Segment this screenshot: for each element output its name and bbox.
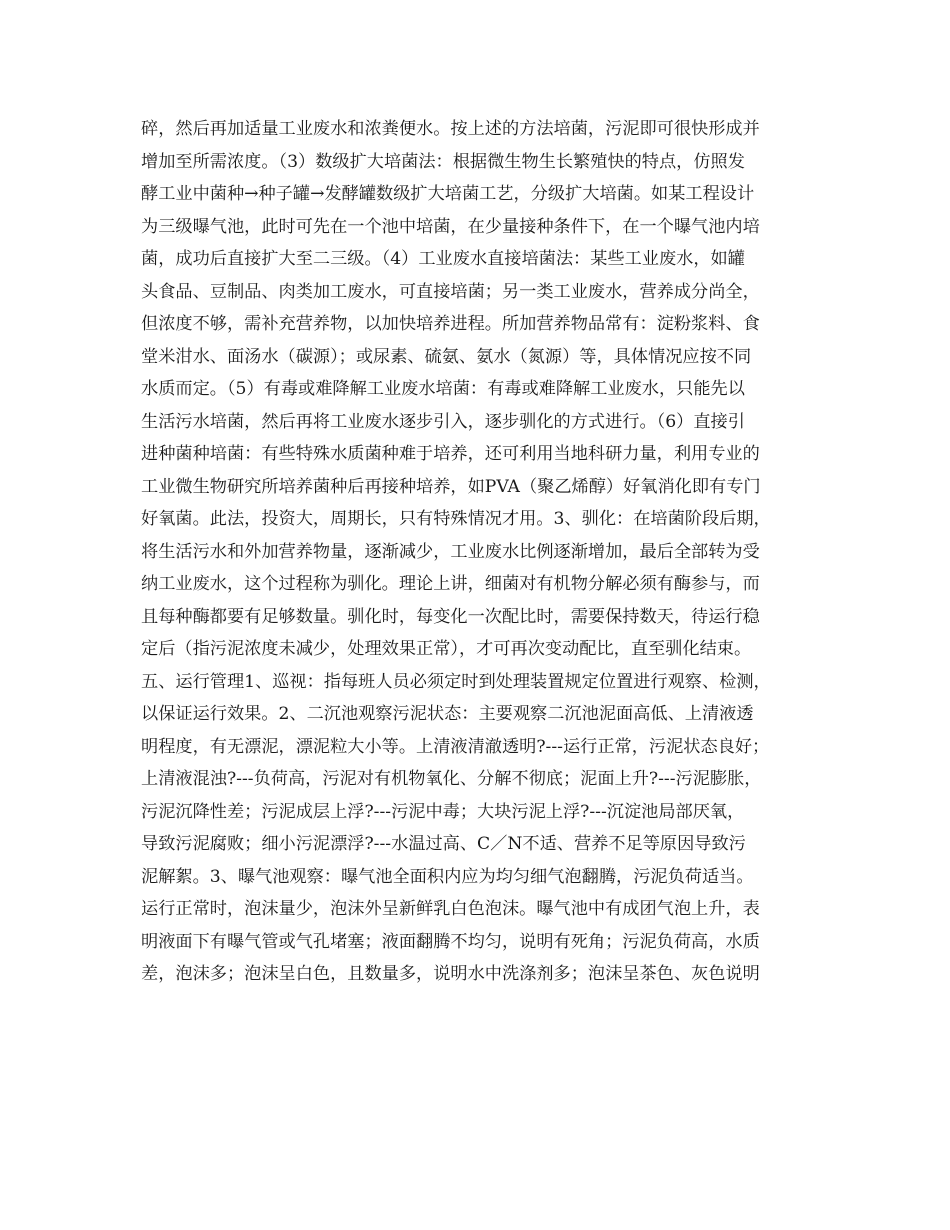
text-line: 堂米泔水、面汤水（碳源）；或尿素、硫氨、氨水（氮源）等，具体情况应按不同 (141, 346, 752, 367)
text-line: 上清液混浊?---负荷高，污泥对有机物氧化、分解不彻底；泥面上升?---污泥膨胀， (141, 769, 762, 789)
text-line: 碎，然后再加适量工业废水和浓粪便水。按上述的方法培菌，污泥即可很快形成并 (141, 119, 760, 139)
text-line: 五、运行管理1、巡视：指每班人员必须定时到处理装置规定位置进行观察、检测， (141, 671, 771, 692)
text-line: 差，泡沫多；泡沫呈白色，且数量多，说明水中洗涤剂多；泡沫呈茶色、灰色说明 (141, 964, 760, 984)
text-line: 以保证运行效果。2、二沉池观察污泥状态：主要观察二沉池泥面高低、上清液透 (141, 704, 754, 724)
text-line: 泥解絮。3、曝气池观察：曝气池全面积内应为均匀细气泡翻腾，污泥负荷适当。 (141, 866, 754, 887)
text-line: 运行正常时，泡沫量少，泡沫外呈新鲜乳白色泡沫。曝气池中有成团气泡上升，表 (141, 899, 760, 919)
text-line: 生活污水培菌，然后再将工业废水逐步引入，逐步驯化的方式进行。（6）直接引 (141, 411, 745, 432)
text-line: 且每种酶都要有足够数量。驯化时，每变化一次配比时，需要保持数天，待运行稳 (141, 606, 760, 627)
text-line: 水质而定。（5）有毒或难降解工业废水培菌：有毒或难降解工业废水，只能先以 (141, 379, 745, 399)
text-line: 进种菌种培菌：有些特殊水质菌种难于培养，还可利用当地科研力量，利用专业的 (141, 444, 760, 464)
text-line: 污泥沉降性差；污泥成层上浮?---污泥中毒；大块污泥上浮?---沉淀池局部厌氧， (141, 801, 745, 822)
text-line: 增加至所需浓度。（3）数级扩大培菌法：根据微生物生长繁殖快的特点，仿照发 (141, 151, 745, 172)
text-line: 头食品、豆制品、肉类加工废水，可直接培菌；另一类工业废水，营养成分尚全， (141, 281, 760, 302)
text-line: 明程度，有无漂泥，漂泥粒大小等。上清液清澈透明?---运行正常，污泥状态良好； (141, 736, 770, 757)
text-line: 将生活污水和外加营养物量，逐渐减少，工业废水比例逐渐增加，最后全部转为受 (141, 541, 760, 562)
text-line: 为三级曝气池，此时可先在一个池中培菌，在少量接种条件下，在一个曝气池内培 (141, 216, 760, 237)
text-line: 酵工业中菌种→种子罐→发酵罐数级扩大培菌工艺，分级扩大培菌。如某工程设计 (141, 184, 755, 204)
text-line: 好氧菌。此法，投资大，周期长，只有特殊情况才用。3、驯化：在培菌阶段后期， (141, 509, 771, 529)
body-text (141, 113, 821, 991)
text-line: 菌，成功后直接扩大至二三级。（4）工业废水直接培菌法：某些工业废水，如罐 (141, 249, 745, 269)
text-line: 明液面下有曝气管或气孔堵塞；液面翻腾不均匀，说明有死角；污泥负荷高，水质 (141, 931, 760, 952)
text-line: 纳工业废水，这个过程称为驯化。理论上讲，细菌对有机物分解必须有酶参与，而 (141, 574, 760, 594)
text-line: 定后（指污泥浓度未减少，处理效果正常），才可再次变动配比，直至驯化结束。 (141, 639, 752, 659)
text-line: 导致污泥腐败；细小污泥漂浮?---水温过高、C／N不适、营养不足等原因导致污 (141, 834, 746, 854)
text-line: 但浓度不够，需补充营养物，以加快培养进程。所加营养物品常有：淀粉浆料、食 (141, 314, 760, 334)
text-line: 工业微生物研究所培养菌种后再接种培养，如PVA（聚乙烯醇）好氧消化即有专门 (141, 476, 761, 497)
